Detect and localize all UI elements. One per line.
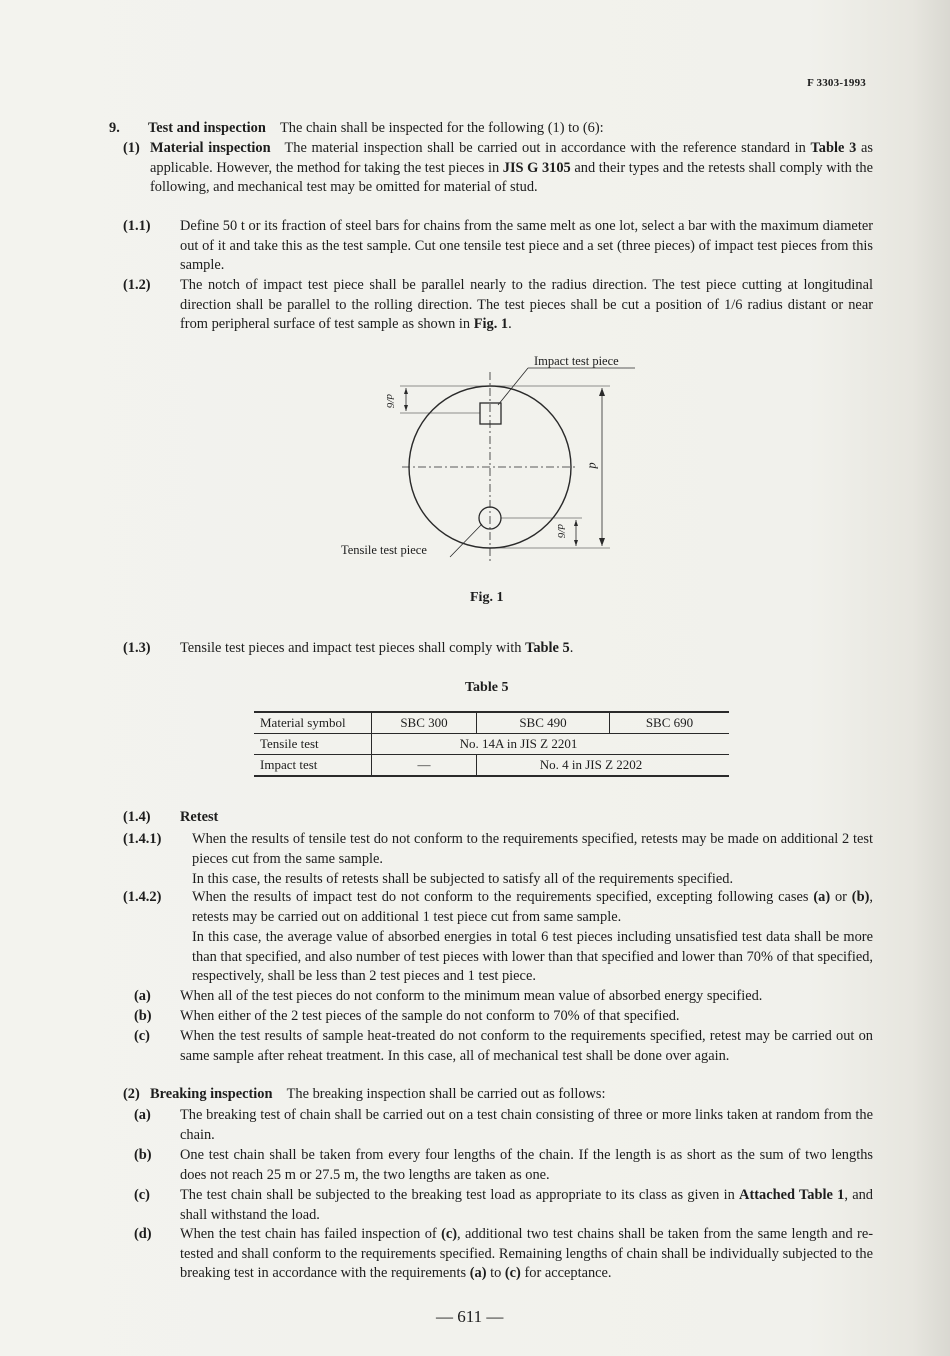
table-cell: Impact test (254, 755, 372, 777)
item-reference: (a) (469, 1265, 487, 1282)
item-reference: (c) (441, 1226, 458, 1242)
list-item-marker: (b) (134, 1008, 152, 1024)
paragraph-text: , additional two test chains shall be taken from the same length and re-tested and shall conform to the requirements specified. Remaining lengths of chain shall be individually subjected to the breaking test in accordance with the requirements (180, 1226, 873, 1282)
document-code: F 3303-1993 (807, 77, 866, 89)
paragraph-text: The notch of impact test piece shall be parallel nearly to the radius direction. The test piece cutting at longitudinal direction shall be parallel to the rolling direction. The test pieces shall be cut a position of 1/6 radius distant or near from peripheral surface of test sample as shown in (180, 277, 873, 333)
clause-number: (1.4.2) (123, 889, 162, 905)
section-intro: The chain shall be inspected for the following (1) to (6): (279, 120, 604, 136)
subsection-number: (2) (123, 1086, 140, 1102)
table-row (254, 734, 729, 755)
dimension-d6-top-label: d/6 (384, 393, 397, 409)
page-number: — 611 — (436, 1307, 504, 1326)
impact-test-piece (480, 403, 501, 424)
table-cell: Tensile test (254, 734, 372, 755)
paragraph-text: , and shall withstand the load. (180, 1187, 873, 1223)
figure-reference: Fig. 1 (473, 316, 509, 333)
figure-caption: Fig. 1 (470, 590, 504, 605)
section-title: Test and inspection (148, 120, 266, 136)
list-item-marker: (b) (134, 1147, 152, 1163)
list-item-text: One test chain shall be taken from every four lengths of the chain. If the length is as short as the sum of two lengths does not reach 25 m or 27.5 m, the two lengths are taken as one. (180, 1147, 873, 1183)
standard-reference: JIS G 3105 (502, 159, 571, 176)
dimension-d6-bottom-label: d/6 (555, 523, 568, 539)
item-reference: (b) (851, 889, 870, 905)
list-item-marker: (c) (134, 1028, 150, 1044)
paragraph-text: or (830, 889, 852, 905)
subsection-title: Breaking inspection (150, 1086, 273, 1102)
paragraph-text: to (486, 1265, 505, 1282)
paragraph-text: . (508, 316, 512, 333)
table-cell: Material symbol (254, 712, 372, 734)
subsection-number: (1) (123, 140, 140, 156)
item-reference: (a) (813, 889, 831, 905)
table-header-row (254, 712, 729, 734)
impact-test-piece-label: Impact test piece (534, 354, 619, 368)
list-item-marker: (d) (134, 1226, 152, 1242)
paragraph-text: Tensile test pieces and impact test pieces shall comply with (180, 640, 526, 656)
breaking-inspection-heading (150, 1085, 873, 1105)
subsection-title: Material inspection (150, 140, 271, 156)
clause-number: (1.4) (123, 809, 151, 825)
section-number: 9. (109, 120, 120, 136)
clause-text (180, 639, 873, 659)
tensile-test-piece-label: Tensile test piece (341, 543, 427, 557)
clause-text (192, 888, 873, 927)
table-reference: Table 5 (525, 640, 570, 656)
table-cell: — (372, 755, 477, 777)
paragraph-text: for acceptance. (520, 1265, 612, 1282)
paragraph-text: When the results of impact test do not conform to the requirements specified, excepting following cases (192, 889, 814, 905)
paragraph-text: When the test chain has failed inspection of (180, 1226, 442, 1242)
clause-text (180, 276, 873, 335)
clause-number: (1.2) (123, 277, 151, 293)
paragraph-text: , retests may be carried out on additional 1 test piece cut from same sample. (192, 889, 873, 925)
table-cell: SBC 300 (372, 712, 477, 734)
list-item-text: When all of the test pieces do not conform to the minimum mean value of absorbed energy specified. (180, 988, 763, 1004)
table-title: Table 5 (465, 680, 509, 695)
paragraph-text: . (569, 640, 574, 656)
list-item-marker: (c) (134, 1187, 150, 1203)
list-item-marker: (a) (134, 1107, 151, 1123)
clause-text: When the results of tensile test do not conform to the requirements specified, retests may be made on additional 2 test pieces cut from the same sample. (192, 831, 873, 867)
list-item-text (180, 1225, 873, 1284)
clause-text: Define 50 t or its fraction of steel bars for chains from the same melt as one lot, select a bar with the maximum diameter out of it and take this as the test sample. Cut one tensile test piece and a set (three pieces) of impact test pieces from this sample. (180, 218, 873, 274)
paragraph-text: The material inspection shall be carried out in accordance with the reference standard in (284, 140, 811, 156)
dimension-d-label: d (586, 462, 601, 469)
table-cell: No. 4 in JIS Z 2202 (477, 755, 730, 777)
section-heading (148, 119, 878, 139)
material-inspection-paragraph (150, 139, 873, 198)
list-item-text (180, 1186, 873, 1225)
paragraph-text: as applicable. However, the method for taking the test pieces in (150, 140, 873, 176)
paragraph-text: The breaking inspection shall be carried out as follows: (286, 1086, 606, 1102)
table-reference: Table 3 (810, 140, 857, 156)
clause-text: In this case, the average value of absorbed energies in total 6 test pieces including unsatisfied test data shall be more than that specified, and also number of test pieces with lower than that specified and lower than 70% of that specified, respectively, shall be less than 2 test pieces and 1 test piece. (192, 929, 873, 985)
list-item-text: When either of the 2 test pieces of the sample do not conform to 70% of that specified. (180, 1008, 680, 1024)
paragraph-text: and their types and the retests shall comply with the following, and mechanical test may be omitted for material of stud. (150, 159, 873, 196)
table-5 (254, 711, 729, 777)
clause-number: (1.3) (123, 640, 151, 656)
table-cell: No. 14A in JIS Z 2201 (372, 734, 730, 755)
table-cell: SBC 690 (610, 712, 730, 734)
list-item-marker: (a) (134, 988, 151, 1004)
figure-1-diagram (330, 350, 650, 565)
clause-text: In this case, the results of retests shall be subjected to satisfy all of the requirements specified. (192, 871, 734, 887)
clause-number: (1.1) (123, 218, 151, 234)
table-cell: SBC 490 (477, 712, 610, 734)
clause-title: Retest (180, 809, 219, 825)
item-reference: (c) (504, 1265, 521, 1282)
list-item-text: When the test results of sample heat-treated do not conform to the requirements specified, retest may be carried out on same sample after reheat treatment. In this case, all of mechanical test shall be done over again. (180, 1028, 873, 1064)
clause-number: (1.4.1) (123, 831, 162, 847)
table-row (254, 755, 729, 777)
paragraph-text: The test chain shall be subjected to the breaking test load as appropriate to its class as given in (180, 1187, 740, 1203)
list-item-text: The breaking test of chain shall be carried out on a test chain consisting of three or more links taken at random from the chain. (180, 1107, 873, 1143)
table-reference: Attached Table 1 (739, 1187, 845, 1203)
